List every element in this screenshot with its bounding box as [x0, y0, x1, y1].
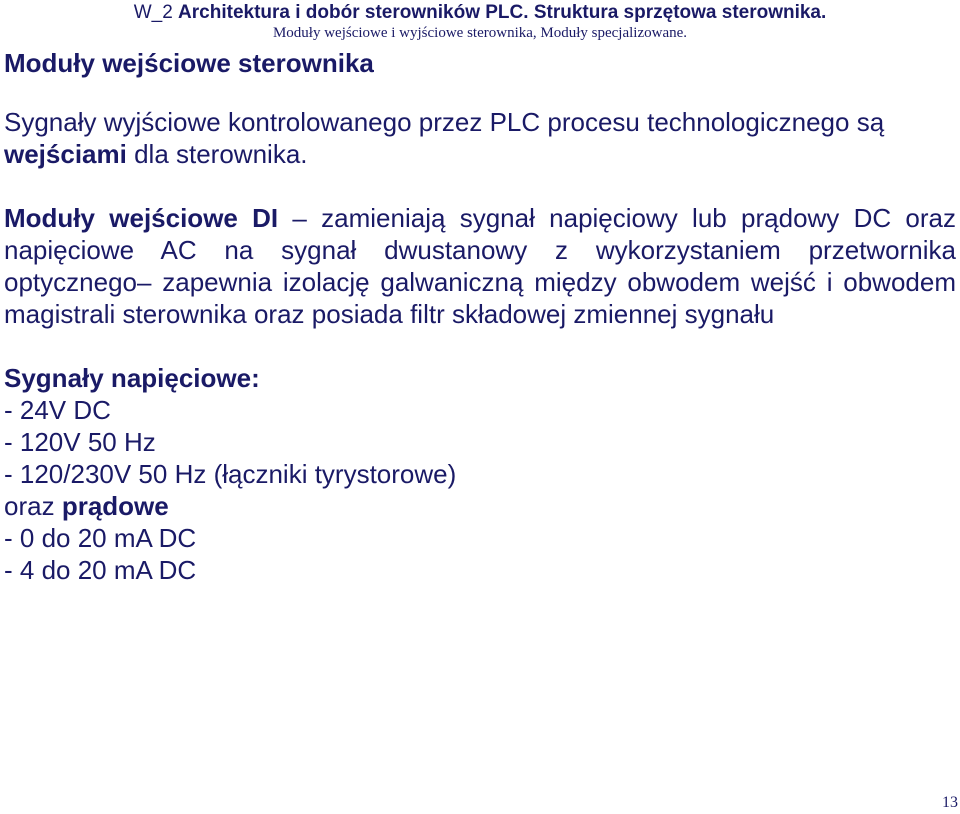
- current-signals-heading: [4, 490, 956, 522]
- di-module-description: – zamieniają sygnał napięciowy lub prądowy DC oraz napięciowe AC na sygnał dwustanowy z wykorzystaniem przetwornika optycznego– zapewnia izolację galwaniczną między obwodem wejść i obwodem magistrali sterownika oraz posiada filtr składowej zmiennej sygnału: [4, 203, 956, 329]
- current-prefix: oraz: [4, 491, 62, 521]
- intro-text-after: dla sterownika.: [126, 139, 308, 169]
- current-bold-word: prądowe: [61, 491, 169, 521]
- page-header: [0, 2, 960, 42]
- current-list: [4, 522, 956, 586]
- di-module-term: Moduły wejściowe DI: [4, 203, 279, 233]
- voltage-list-item: - 24V DC: [4, 395, 111, 425]
- header-subtitle: Moduły wejściowe i wyjściowe sterownika, Moduły specjalizowane.: [272, 25, 688, 41]
- intro-text-before: Sygnały wyjściowe kontrolowanego przez PLC procesu technologicznego są: [4, 107, 885, 137]
- current-list-item: - 0 do 20 mA DC: [4, 523, 197, 553]
- header-title-line: [0, 2, 960, 24]
- slide-content: [4, 47, 956, 586]
- slide-title: Moduły wejściowe sterownika: [4, 48, 374, 78]
- voltage-signals-heading: [4, 362, 956, 394]
- intro-paragraph: [4, 106, 956, 170]
- voltage-list: [4, 394, 956, 490]
- intro-bold-word: wejściami: [4, 139, 127, 169]
- di-module-paragraph: [4, 202, 956, 330]
- course-title: Architektura i dobór sterowników PLC. Struktura sprzętowa sterownika.: [178, 2, 827, 23]
- course-code: W_2: [133, 2, 173, 23]
- voltage-heading-text: Sygnały napięciowe:: [4, 363, 260, 393]
- current-list-item: - 4 do 20 mA DC: [4, 555, 197, 585]
- voltage-list-item: - 120/230V 50 Hz (łączniki tyrystorowe): [4, 459, 457, 489]
- page-number: 13: [942, 794, 958, 811]
- voltage-list-item: - 120V 50 Hz: [4, 427, 156, 457]
